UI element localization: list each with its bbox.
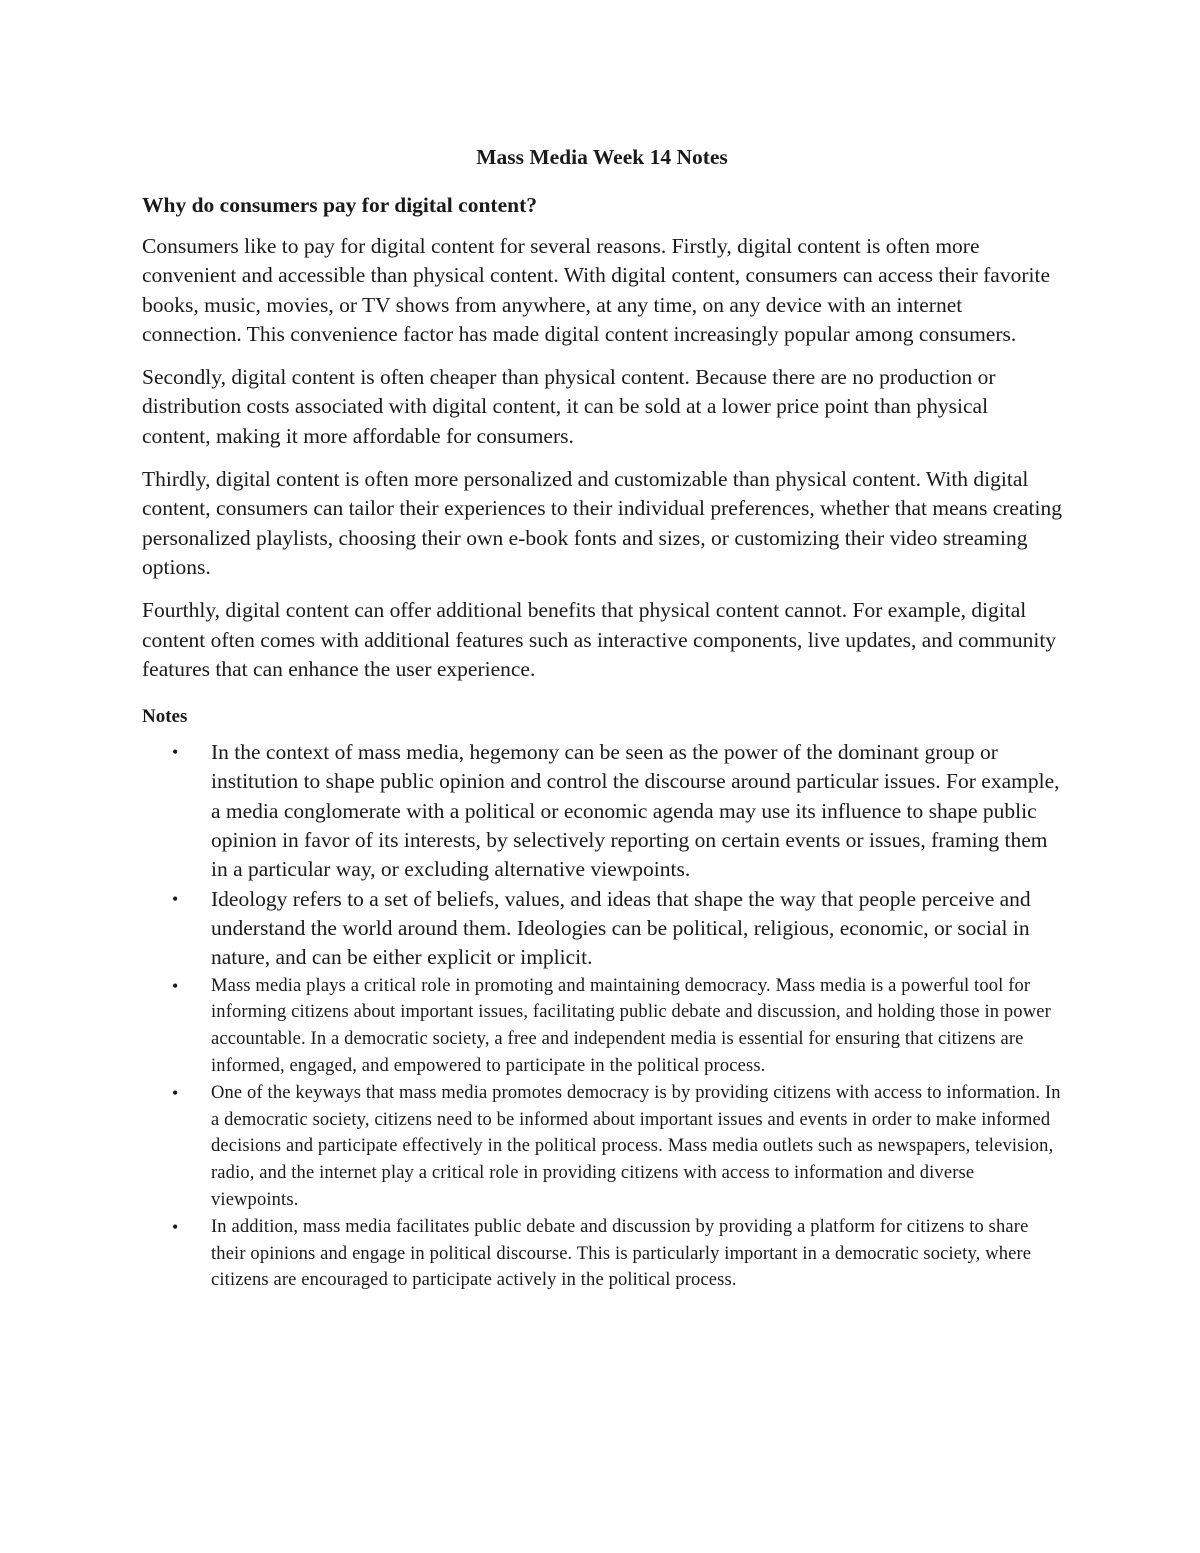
- paragraph-secondly: Secondly, digital content is often cheaper than physical content. Because there are no production or distribution costs associated with digital content, it can be sold at a lower price point than physical content, making it more affordable for consumers.: [142, 365, 996, 448]
- list-item: [142, 738, 1062, 884]
- list-item: [142, 973, 1062, 1080]
- list-item: [142, 885, 1062, 973]
- bullet-icon: •: [172, 1082, 179, 1103]
- paragraph-fourthly: Fourthly, digital content can offer additional benefits that physical content cannot. For example, digital content often comes with additional features such as interactive components, live updates, and community features that can enhance the user experience.: [142, 598, 1057, 681]
- bullet-icon: •: [172, 742, 179, 763]
- document-title: Mass Media Week 14 Notes: [476, 145, 728, 169]
- note-text-access: One of the keyways that mass media promotes democracy is by providing citizens with access to information. In a democratic society, citizens need to be informed about important issues and events in order to make informed decisions and participate effectively in the political process. Mass media outlets such as newspapers, television, radio, and the internet play a critical role in providing citizens with access to information and diverse viewpoints.: [211, 1082, 1061, 1210]
- paragraph-firstly: Consumers like to pay for digital content for several reasons. Firstly, digital content is often more convenient and accessible than physical content. With digital content, consumers can access their favorite books, music, movies, or TV shows from anywhere, at any time, on any device with an internet connection. This convenience factor has made digital content increasingly popular among consumers.: [142, 234, 1050, 346]
- note-text-debate: In addition, mass media facilitates public debate and discussion by providing a platform for citizens to share their opinions and engage in political discourse. This is particularly important in a democratic society, where citizens are encouraged to participate actively in the political process.: [211, 1216, 1032, 1291]
- section-heading: Why do consumers pay for digital content?: [142, 193, 537, 217]
- paragraph-thirdly: Thirdly, digital content is often more personalized and customizable than physical content. With digital content, consumers can tailor their experiences to their individual preferences, whether that means creating personalized playlists, choosing their own e-book fonts and sizes, or customizing their video streaming options.: [142, 467, 1062, 579]
- notes-list: [142, 738, 1062, 1294]
- list-item: [142, 1214, 1062, 1294]
- bullet-icon: •: [172, 1216, 179, 1237]
- notes-heading: Notes: [142, 706, 188, 728]
- note-text-hegemony: In the context of mass media, hegemony can be seen as the power of the dominant group or institution to shape public opinion and control the discourse around particular issues. For example, a media conglomerate with a political or economic agenda may use its influence to shape public opinion in favor of its interests, by selectively reporting on certain events or issues, framing them in a particular way, or excluding alternative viewpoints.: [211, 740, 1060, 882]
- list-item: [142, 1080, 1062, 1214]
- note-text-ideology: Ideology refers to a set of beliefs, values, and ideas that shape the way that people perceive and understand the world around them. Ideologies can be political, religious, economic, or social in nature, and can be either explicit or implicit.: [211, 886, 1031, 970]
- bullet-icon: •: [172, 888, 179, 909]
- note-text-democracy: Mass media plays a critical role in promoting and maintaining democracy. Mass media is a powerful tool for informing citizens about important issues, facilitating public debate and discussion, and holding those in power accountable. In a democratic society, a free and independent media is essential for ensuring that citizens are informed, engaged, and empowered to participate in the political process.: [211, 975, 1051, 1076]
- document-body: [142, 140, 1062, 1294]
- bullet-icon: •: [172, 975, 179, 996]
